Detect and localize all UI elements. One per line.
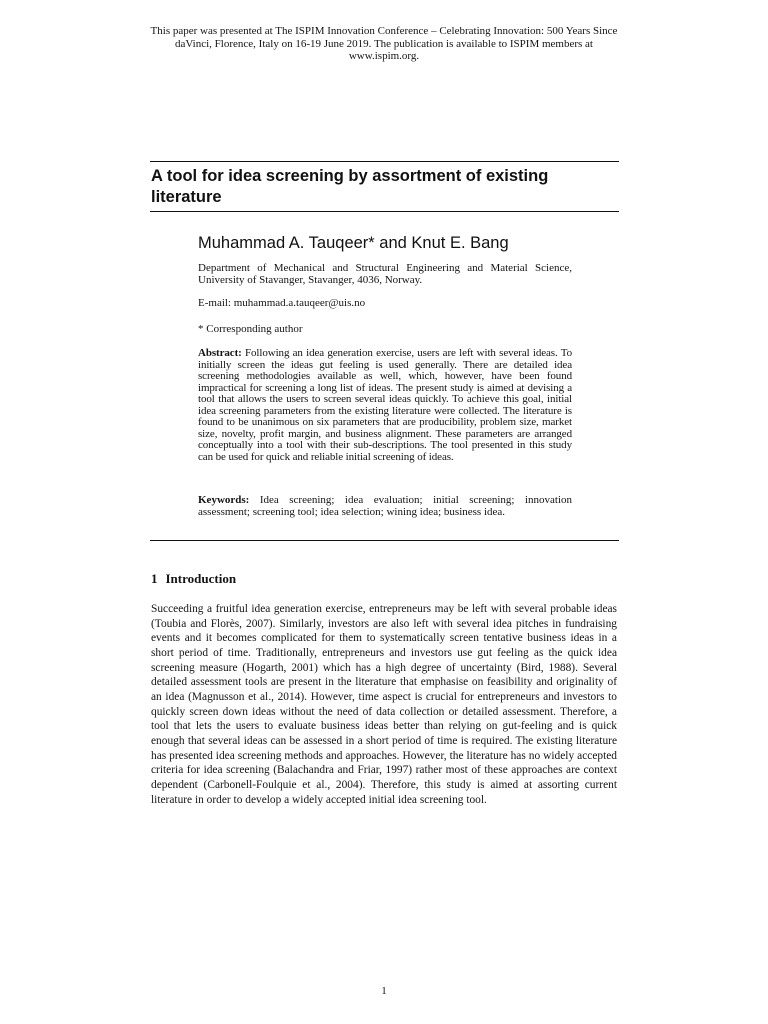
keywords — [198, 494, 572, 518]
keywords-text: Idea screening; idea evaluation; initial screening; innovation assessment; screening tool; idea selection; wining idea; business idea. — [198, 494, 573, 518]
affiliation: Department of Mechanical and Structural Engineering and Material Science, University of Stavanger, Stavanger, 4036, Norway. — [198, 262, 572, 286]
front-matter-rule — [150, 540, 619, 541]
title-top-rule — [150, 161, 619, 162]
conference-header-note: This paper was presented at The ISPIM Innovation Conference – Celebrating Innovation: 500 Years Since daVinci, Florence, Italy on 16-19 June 2019. The publication is available to ISPIM members at www.ispim.org. — [150, 25, 618, 62]
abstract-text: Following an idea generation exercise, users are left with several ideas. To initially screen the ideas gut feeling is used generally. There are detailed idea screening methodologies available as well, which, however, have been found impractical for screening a long list of ideas. The present study is aimed at devising a tool that allows the users to screen several ideas quickly. To achieve this goal, initial idea screening parameters from the existing literature were collected. The literature is found to be unanimous on six parameters that are producibility, problem size, market size, novelty, profit margin, and business alignment. These parameters are arranged conceptually into a tool with their sub-descriptions. The tool presented in this study can be used for quick and reliable initial screening of ideas. — [198, 347, 572, 463]
page-number: 1 — [381, 985, 387, 997]
abstract — [198, 348, 572, 463]
title-bottom-rule — [150, 211, 619, 212]
paper-title: A tool for idea screening by assortment of existing literature — [151, 167, 549, 206]
section-heading-introduction — [151, 571, 236, 586]
abstract-label: Abstract: — [198, 347, 242, 359]
keywords-label: Keywords: — [198, 494, 250, 506]
section-number: 1 — [151, 571, 158, 586]
email: E-mail: muhammad.a.tauqeer@uis.no — [198, 297, 366, 309]
section-title: Introduction — [165, 571, 237, 586]
corresponding-author-note: * Corresponding author — [198, 323, 303, 335]
introduction-paragraph: Succeeding a fruitful idea generation exercise, entrepreneurs may be left with several probable ideas (Toubia and Florès, 2007). Similarly, investors are also left with several idea pitches in fundraising events and it becomes complicated for them to systematically screen tentative business ideas in a short period of time. Traditionally, entrepreneurs and investors use gut feeling as the quick idea screening measure (Hogarth, 2001) which has a high degree of uncertainty (Bird, 1988). Several detailed assessment tools are present in the literature that emphasise on feasibility and originality of an idea (Magnusson et al., 2014). However, time aspect is crucial for entrepreneurs and investors to quickly screen down ideas without the need of data collection or detailed assessment. Therefore, a tool that lets the users to evaluate business ideas better than relying on gut-feeling and is quick enough that several ideas can be assessed in a short period of time is required. The existing literature has presented idea screening methods and approaches. However, the literature has no widely accepted criteria for idea screening (Balachandra and Friar, 1997) rather most of these approaches are context dependent (Carbonell-Foulquie et al., 2004). Therefore, this study is aimed at assorting current literature in order to develop a widely accepted initial idea screening tool. — [151, 603, 617, 806]
authors: Muhammad A. Tauqeer* and Knut E. Bang — [198, 234, 509, 252]
